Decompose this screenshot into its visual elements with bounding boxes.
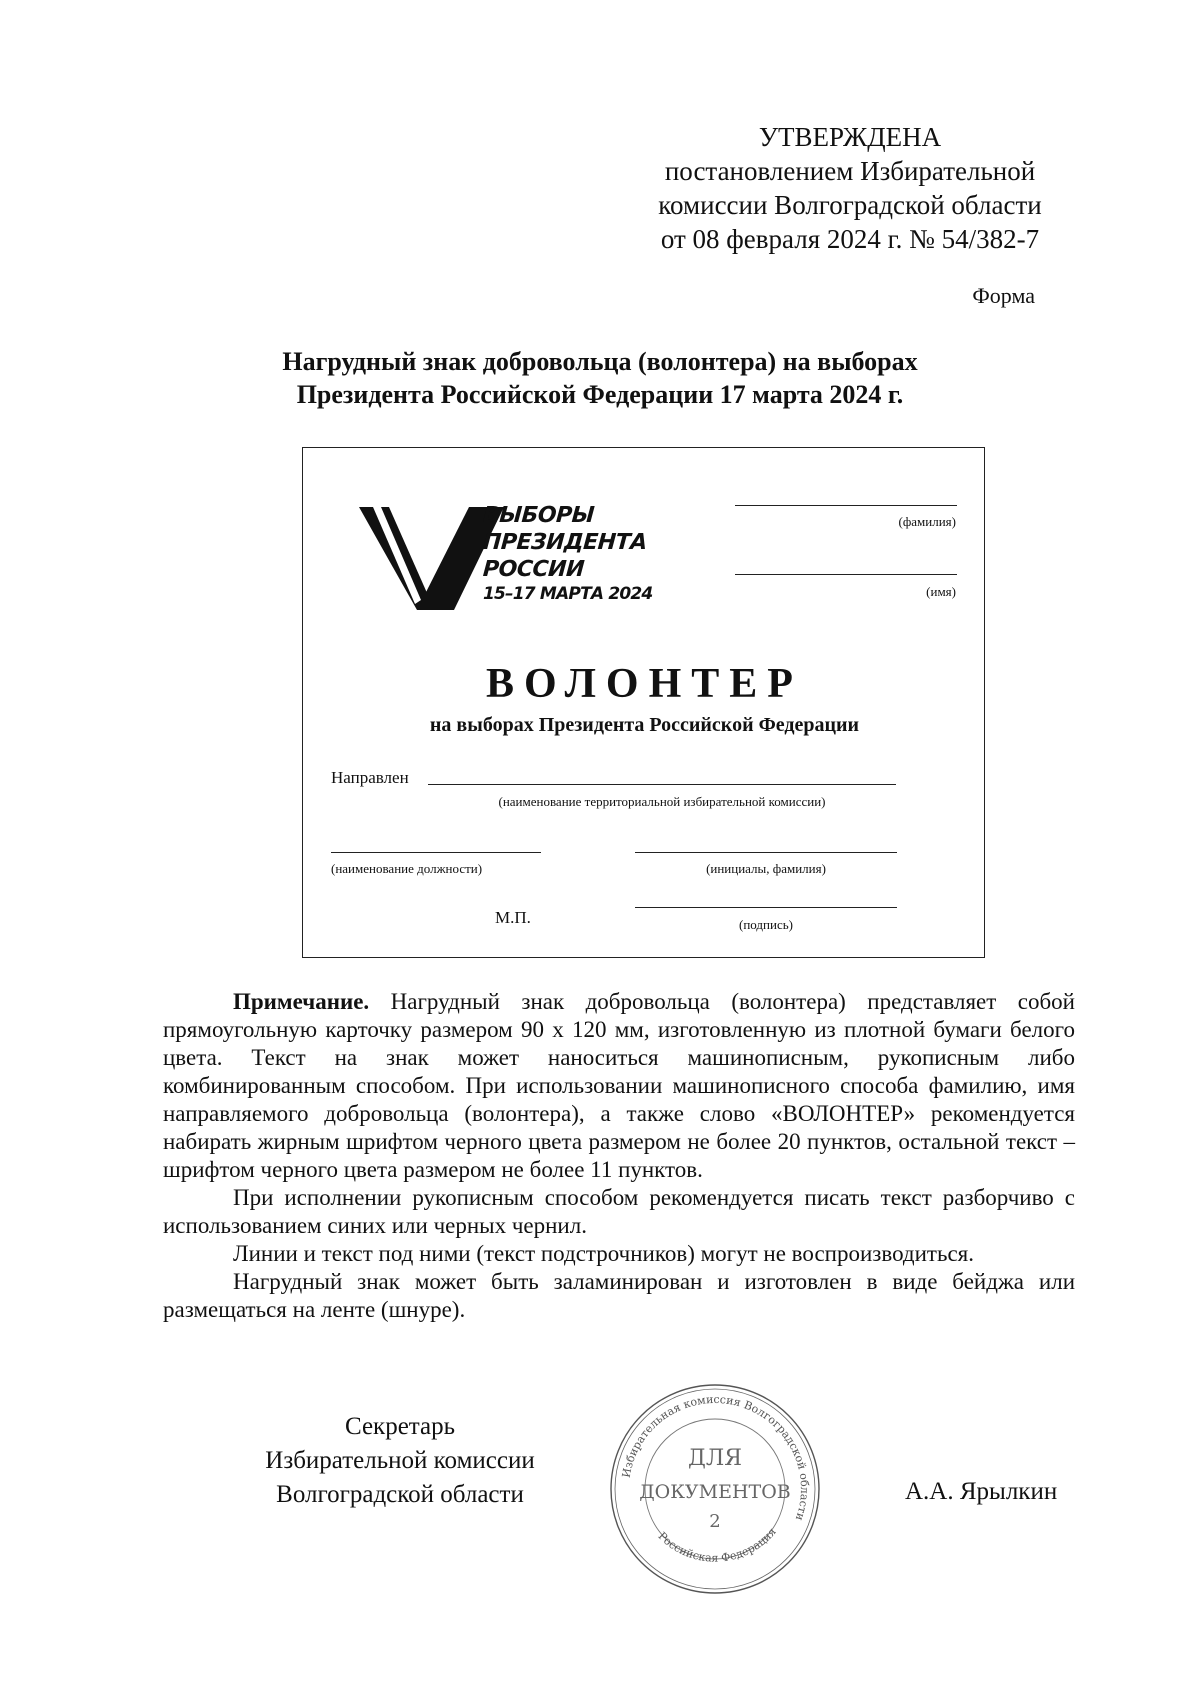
- official-stamp: [606, 1380, 824, 1598]
- note-paragraph: При исполнении рукописным способом рекомендуется писать текст разборчиво с использованием синих или черных чернил.: [163, 1185, 1075, 1238]
- logo-line: РОССИИ: [482, 557, 585, 582]
- position-caption: (наименование должности): [331, 861, 483, 876]
- note-paragraph: Линии и текст под ними (текст подстрочников) могут не воспроизводиться.: [233, 1241, 974, 1266]
- stamp-center-line: ДЛЯ: [687, 1446, 743, 1471]
- badge-sample: [302, 447, 985, 958]
- signatory-name: А.А. Ярылкин: [905, 1478, 1058, 1505]
- logo-line: ПРЕЗИДЕНТА: [482, 530, 648, 555]
- stamp-center-line: ДОКУМЕНТОВ: [639, 1481, 791, 1503]
- signatory-title-line: Избирательной комиссии: [265, 1447, 535, 1474]
- surname-caption: (фамилия): [898, 514, 956, 529]
- commission-caption: (наименование территориальной избирательной комиссии): [498, 794, 826, 809]
- signatory-title-line: Волгоградской области: [276, 1481, 524, 1508]
- stamp-number: 2: [709, 1511, 721, 1532]
- logo-line: ВЫБОРЫ: [482, 503, 595, 528]
- logo-date: 15–17 МАРТА 2024: [483, 584, 653, 604]
- position-line: [331, 852, 541, 853]
- election-logo-text: [483, 502, 652, 605]
- initials-caption: (инициалы, фамилия): [706, 861, 826, 876]
- signature-line: [635, 907, 897, 908]
- seal-label: М.П.: [495, 908, 531, 927]
- volunteer-heading: ВОЛОНТЕР: [486, 661, 803, 707]
- approval-line: постановлением Избирательной: [664, 156, 1036, 186]
- approval-line: комиссии Волгоградской области: [658, 190, 1042, 220]
- note-label: Примечание.: [233, 989, 370, 1014]
- note-paragraph: [163, 988, 1075, 1184]
- initials-line: [635, 852, 897, 853]
- document-title-line: Президента Российской Федерации 17 марта 2024 г.: [296, 380, 904, 409]
- note-block: [163, 988, 1075, 1324]
- approval-block: [600, 120, 1100, 256]
- approval-date-number: от 08 февраля 2024 г. № 54/382-7: [660, 224, 1040, 254]
- stamp-ring-text: Избирательная комиссия Волгоградской области: [619, 1392, 812, 1523]
- note-text: Нагрудный знак добровольца (волонтера) представляет собой прямоугольную карточку размером 90 х 120 мм, изготовленную из плотной бумаги белого цвета. Текст на знак может наноситься машинописным, рукописным либо комбинированным способом. При использовании машинописного способа фамилию, имя направляемого добровольца (волонтера), а также слово «ВОЛОНТЕР» рекомендуется набирать жирным шрифтом черного цвета размером не более 20 пунктов, остальной текст – шрифтом черного цвета размером не более 11 пунктов.: [163, 989, 1075, 1182]
- signatory-title: [245, 1410, 555, 1512]
- name-caption: (имя): [926, 584, 956, 599]
- approval-heading: УТВЕРЖДЕНА: [758, 122, 942, 152]
- name-line: [735, 574, 957, 575]
- volunteer-subheading: на выборах Президента Российской Федерации: [429, 714, 860, 736]
- form-label: Форма: [972, 283, 1035, 308]
- signatory-title-line: Секретарь: [344, 1413, 456, 1440]
- document-title-line: Нагрудный знак добровольца (волонтера) на выборах: [282, 347, 918, 376]
- stamp-bottom-text: Российская Федерация: [655, 1525, 779, 1565]
- signature-caption: (подпись): [739, 917, 793, 932]
- note-paragraph: Нагрудный знак может быть заламинирован и изготовлен в виде бейджа или размещаться на ленте (шнуре).: [163, 1269, 1075, 1322]
- surname-line: [735, 505, 957, 506]
- sent-by-label: Направлен: [331, 768, 409, 787]
- commission-line: [428, 784, 896, 785]
- document-title: [200, 345, 1000, 411]
